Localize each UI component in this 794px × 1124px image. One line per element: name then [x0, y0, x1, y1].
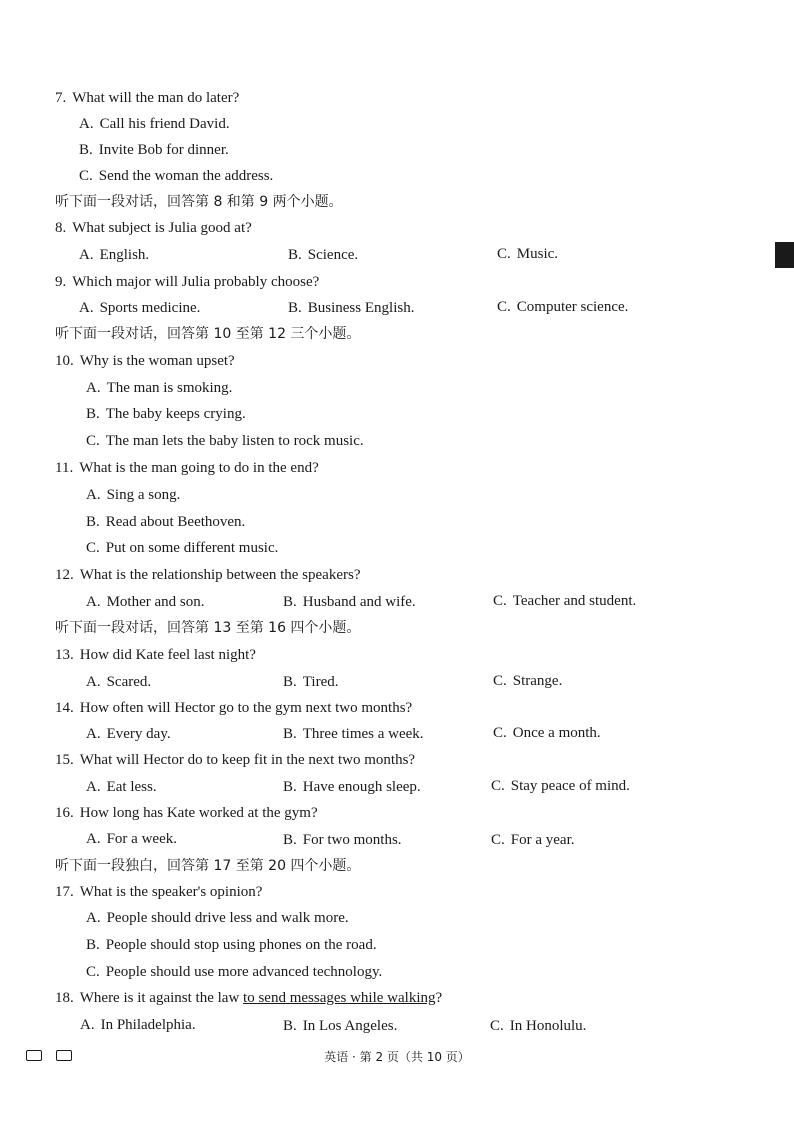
- question-10: [55, 352, 235, 370]
- option-text: Every day.: [106, 726, 171, 742]
- q12-option-b: [283, 593, 416, 611]
- option-text: In Los Angeles.: [302, 1018, 398, 1034]
- option-text: Once a month.: [512, 725, 601, 741]
- q12-option-a: [86, 593, 205, 611]
- question-number: 11.: [55, 460, 74, 476]
- question-text: What is the man going to do in the end?: [79, 460, 319, 476]
- option-letter: C.: [86, 433, 100, 449]
- question-text: Where is it against the law: [79, 990, 244, 1006]
- option-letter: B.: [283, 674, 297, 690]
- q14-option-c: [493, 724, 601, 742]
- q17-option-c: [86, 963, 382, 981]
- option-letter: A.: [79, 247, 94, 263]
- option-letter: B.: [283, 594, 297, 610]
- q15-option-b: [283, 778, 421, 796]
- q7-option-c: [79, 167, 273, 185]
- question-12: [55, 566, 360, 584]
- question-7: [55, 89, 239, 107]
- question-mark: ?: [435, 990, 443, 1006]
- question-17: [55, 883, 262, 901]
- option-text: Tired.: [302, 674, 339, 690]
- q8-option-b: [288, 246, 358, 264]
- page-footer: 英语 · 第 2 页（共 10 页）: [324, 1050, 470, 1064]
- question-text: How long has Kate worked at the gym?: [79, 805, 318, 821]
- option-letter: C.: [86, 540, 100, 556]
- option-letter: A.: [86, 726, 101, 742]
- q17-option-a: [86, 909, 349, 927]
- q13-option-b: [283, 673, 338, 691]
- option-text: The man is smoking.: [106, 380, 233, 396]
- question-number: 8.: [55, 220, 67, 236]
- option-letter: A.: [79, 116, 94, 132]
- option-text: Mother and son.: [106, 594, 205, 610]
- option-letter: B.: [283, 1018, 297, 1034]
- option-letter: C.: [86, 964, 100, 980]
- q15-option-a: [86, 778, 157, 796]
- q18-option-a: [80, 1016, 196, 1034]
- q13-option-a: [86, 673, 151, 691]
- option-letter: A.: [86, 779, 101, 795]
- option-letter: A.: [86, 380, 101, 396]
- question-number: 17.: [55, 884, 74, 900]
- q10-option-a: [86, 379, 232, 397]
- option-text: Scared.: [106, 674, 152, 690]
- option-letter: B.: [79, 142, 93, 158]
- option-letter: A.: [86, 487, 101, 503]
- option-text: Music.: [516, 246, 559, 262]
- option-text: Put on some different music.: [105, 540, 279, 556]
- question-number: 7.: [55, 90, 67, 106]
- option-text: Business English.: [307, 300, 415, 316]
- question-number: 14.: [55, 700, 74, 716]
- question-number: 16.: [55, 805, 74, 821]
- question-text: Which major will Julia probably choose?: [72, 274, 320, 290]
- q8-option-c: [497, 245, 558, 263]
- option-letter: A.: [86, 674, 101, 690]
- option-text: English.: [99, 247, 150, 263]
- q14-option-b: [283, 725, 424, 743]
- option-letter: C.: [497, 246, 511, 262]
- option-letter: A.: [86, 910, 101, 926]
- q10-option-c: [86, 432, 364, 450]
- q7-option-a: [79, 115, 230, 133]
- option-letter: C.: [493, 673, 507, 689]
- question-text: What will Hector do to keep fit in the next two months?: [79, 752, 416, 768]
- option-letter: A.: [79, 300, 94, 316]
- option-letter: A.: [86, 594, 101, 610]
- question-text: What is the speaker's opinion?: [79, 884, 263, 900]
- question-text: What will the man do later?: [72, 90, 240, 106]
- question-number: 12.: [55, 567, 74, 583]
- q9-option-a: [79, 299, 200, 317]
- q16-option-a: [86, 830, 177, 848]
- option-letter: B.: [288, 300, 302, 316]
- option-letter: B.: [283, 779, 297, 795]
- option-text: Strange.: [512, 673, 563, 689]
- question-number: 10.: [55, 353, 74, 369]
- underlined-phrase: to send messages while walking: [243, 990, 436, 1006]
- section-instruction-2: 听下面一段对话，回答第 10 至第 12 三个小题。: [55, 326, 361, 342]
- section-instruction-1: 听下面一段对话，回答第 8 和第 9 两个小题。: [55, 194, 343, 210]
- option-letter: B.: [86, 514, 100, 530]
- q14-option-a: [86, 725, 171, 743]
- option-letter: B.: [86, 937, 100, 953]
- q11-option-a: [86, 486, 180, 504]
- q9-option-c: [497, 298, 628, 316]
- question-9: [55, 273, 319, 291]
- option-text: Teacher and student.: [512, 593, 637, 609]
- question-text: How did Kate feel last night?: [79, 647, 256, 663]
- option-text: Send the woman the address.: [98, 168, 274, 184]
- option-text: In Honolulu.: [509, 1018, 587, 1034]
- option-letter: B.: [283, 726, 297, 742]
- option-letter: C.: [493, 593, 507, 609]
- option-text: Sports medicine.: [99, 300, 201, 316]
- q11-option-c: [86, 539, 278, 557]
- side-tab-mark: [775, 242, 794, 268]
- option-text: The man lets the baby listen to rock music.: [105, 433, 364, 449]
- question-number: 18.: [55, 990, 74, 1006]
- question-13: [55, 646, 256, 664]
- option-text: Read about Beethoven.: [105, 514, 246, 530]
- q7-option-b: [79, 141, 229, 159]
- q9-option-b: [288, 299, 414, 317]
- q8-option-a: [79, 246, 149, 264]
- option-text: Science.: [307, 247, 359, 263]
- option-letter: A.: [86, 831, 101, 847]
- question-number: 15.: [55, 752, 74, 768]
- option-letter: C.: [490, 1018, 504, 1034]
- question-text: Why is the woman upset?: [79, 353, 235, 369]
- section-instruction-3: 听下面一段对话，回答第 13 至第 16 四个小题。: [55, 620, 361, 636]
- option-text: People should use more advanced technology.: [105, 964, 383, 980]
- option-text: For a week.: [106, 831, 177, 847]
- option-text: For a year.: [510, 832, 575, 848]
- option-letter: B.: [283, 832, 297, 848]
- option-text: Computer science.: [516, 299, 629, 315]
- question-number: 9.: [55, 274, 67, 290]
- option-text: Stay peace of mind.: [510, 778, 630, 794]
- option-letter: C.: [491, 778, 505, 794]
- q16-option-c: [491, 831, 575, 849]
- option-text: For two months.: [302, 832, 402, 848]
- option-text: Eat less.: [106, 779, 157, 795]
- question-text: How often will Hector go to the gym next two months?: [79, 700, 413, 716]
- option-text: Three times a week.: [302, 726, 424, 742]
- section-instruction-4: 听下面一段独白，回答第 17 至第 20 四个小题。: [55, 858, 361, 874]
- q11-option-b: [86, 513, 245, 531]
- option-letter: C.: [491, 832, 505, 848]
- q13-option-c: [493, 672, 562, 690]
- question-number: 13.: [55, 647, 74, 663]
- option-text: Invite Bob for dinner.: [98, 142, 229, 158]
- option-text: Call his friend David.: [99, 116, 230, 132]
- question-text: What subject is Julia good at?: [72, 220, 252, 236]
- option-text: Sing a song.: [106, 487, 181, 503]
- question-8: [55, 219, 252, 237]
- option-letter: B.: [86, 406, 100, 422]
- q10-option-b: [86, 405, 246, 423]
- q17-option-b: [86, 936, 377, 954]
- question-16: [55, 804, 318, 822]
- question-18: [55, 989, 442, 1007]
- q18-option-c: [490, 1017, 586, 1035]
- q12-option-c: [493, 592, 636, 610]
- option-letter: C.: [79, 168, 93, 184]
- option-text: Have enough sleep.: [302, 779, 421, 795]
- option-text: In Philadelphia.: [100, 1017, 196, 1033]
- option-letter: C.: [497, 299, 511, 315]
- question-15: [55, 751, 415, 769]
- option-text: People should stop using phones on the road.: [105, 937, 377, 953]
- question-14: [55, 699, 412, 717]
- option-letter: C.: [493, 725, 507, 741]
- question-text: What is the relationship between the speakers?: [79, 567, 361, 583]
- question-11: [55, 459, 319, 477]
- option-text: The baby keeps crying.: [105, 406, 246, 422]
- option-letter: B.: [288, 247, 302, 263]
- q16-option-b: [283, 831, 402, 849]
- option-letter: A.: [80, 1017, 95, 1033]
- option-text: People should drive less and walk more.: [106, 910, 349, 926]
- option-text: Husband and wife.: [302, 594, 416, 610]
- q15-option-c: [491, 777, 630, 795]
- q18-option-b: [283, 1017, 397, 1035]
